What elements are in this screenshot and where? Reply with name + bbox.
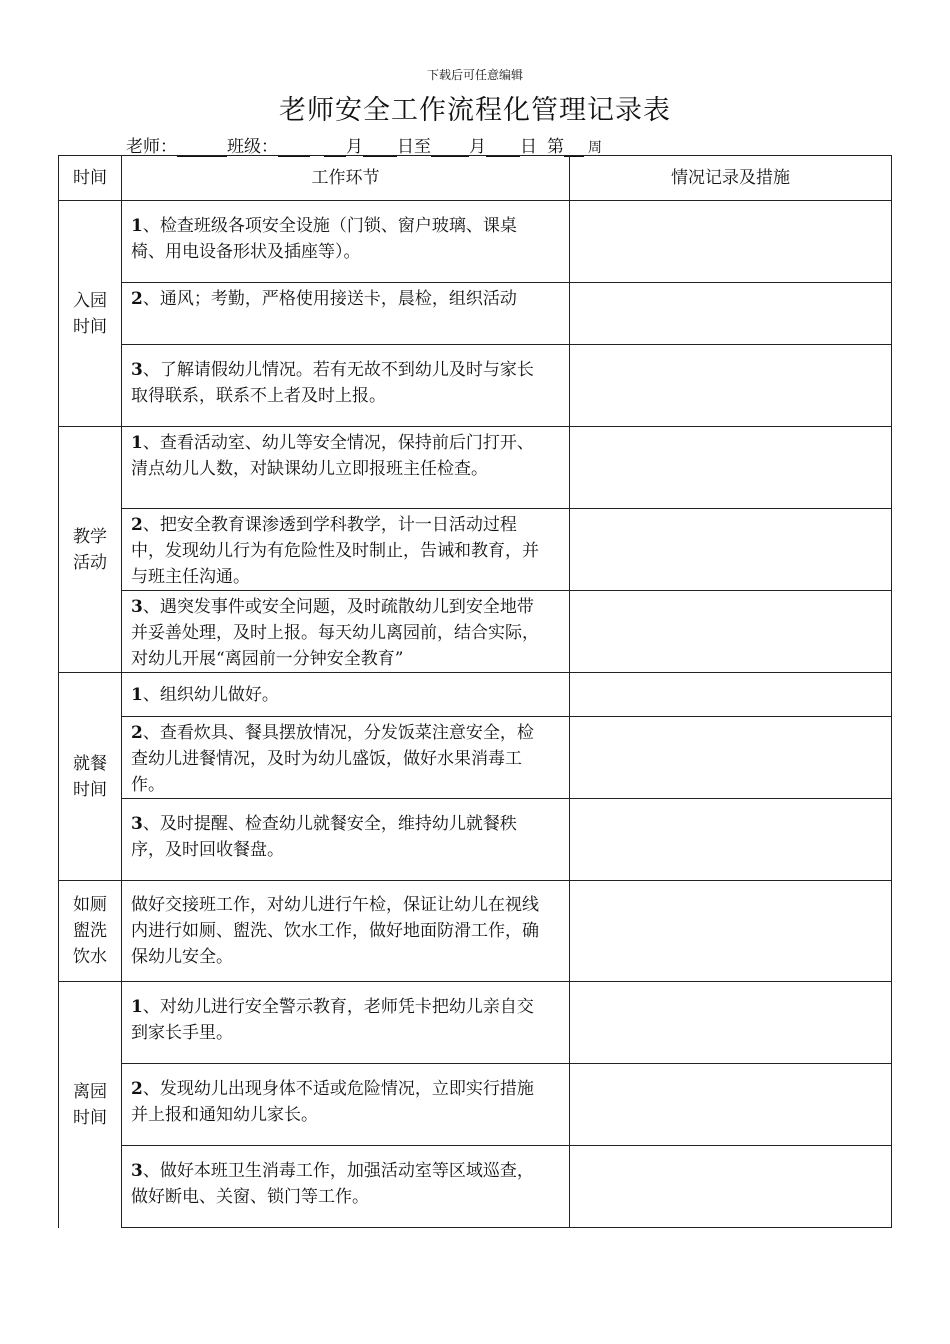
table-row — [59, 1146, 892, 1228]
header-row — [59, 156, 892, 201]
record-cell[interactable] — [570, 201, 892, 283]
table-row — [59, 427, 892, 509]
class-label: 班级： — [227, 137, 278, 157]
task-cell: 2、发现幼儿出现身体不适或危险情况，立即实行措施并上报和通知幼儿家长。 — [122, 1064, 570, 1146]
record-cell[interactable] — [570, 1146, 892, 1228]
info-line — [126, 132, 602, 157]
header-record: 情况记录及措施 — [570, 156, 892, 201]
category-cell: 就餐时间 — [59, 673, 122, 881]
record-cell[interactable] — [570, 283, 892, 345]
table-row — [59, 799, 892, 881]
task-cell: 2、把安全教育课渗透到学科教学，计一日活动过程中，发现幼儿行为有危险性及时制止，告诫和教育，并与班主任沟通。 — [122, 509, 570, 591]
di-label: 第 — [547, 137, 564, 157]
week-label: 周 — [588, 140, 602, 156]
table-row — [59, 591, 892, 673]
record-cell[interactable] — [570, 345, 892, 427]
category-cell: 离园时间 — [59, 982, 122, 1228]
table-row — [59, 881, 892, 982]
record-cell[interactable] — [570, 673, 892, 717]
month-label-2: 月 — [469, 137, 486, 157]
record-cell[interactable] — [570, 717, 892, 799]
record-cell[interactable] — [570, 881, 892, 982]
month-label-1: 月 — [346, 137, 363, 157]
record-table — [58, 155, 892, 1228]
teacher-label: 老师： — [126, 137, 177, 157]
download-note: 下载后可任意编辑 — [426, 68, 523, 82]
day-to-label: 日至 — [397, 137, 431, 157]
category-cell: 入园时间 — [59, 201, 122, 427]
task-cell: 3、及时提醒、检查幼儿就餐安全，维持幼儿就餐秩序，及时回收餐盘。 — [122, 799, 570, 881]
task-cell: 2、通风；考勤，严格使用接送卡，晨检，组织活动 — [122, 283, 570, 345]
task-cell: 1、检查班级各项安全设施（门锁、窗户玻璃、课桌椅、用电设备形状及插座等）。 — [122, 201, 570, 283]
table-row — [59, 673, 892, 717]
task-cell: 1、对幼儿进行安全警示教育，老师凭卡把幼儿亲自交到家长手里。 — [122, 982, 570, 1064]
task-cell: 2、查看炊具、餐具摆放情况，分发饭菜注意安全，检查幼儿进餐情况，及时为幼儿盛饭，做好水果消毒工作。 — [122, 717, 570, 799]
task-cell: 3、做好本班卫生消毒工作，加强活动室等区域巡查，做好断电、关窗、锁门等工作。 — [122, 1146, 570, 1228]
category-cell: 如厕盥洗饮水 — [59, 881, 122, 982]
task-cell: 1、查看活动室、幼儿等安全情况，保持前后门打开、清点幼儿人数，对缺课幼儿立即报班主任检查。 — [122, 427, 570, 509]
task-cell: 3、遇突发事件或安全问题，及时疏散幼儿到安全地带并妥善处理，及时上报。每天幼儿离园前，结合实际，对幼儿开展“离园前一分钟安全教育” — [122, 591, 570, 673]
category-cell: 教学活动 — [59, 427, 122, 673]
task-cell: 1、组织幼儿做好。 — [122, 673, 570, 717]
record-cell[interactable] — [570, 982, 892, 1064]
task-cell: 做好交接班工作，对幼儿进行午检，保证让幼儿在视线内进行如厕、盥洗、饮水工作，做好地面防滑工作，确保幼儿安全。 — [122, 881, 570, 982]
table-row — [59, 345, 892, 427]
page-title: 老师安全工作流程化管理记录表 — [279, 95, 671, 126]
record-cell[interactable] — [570, 427, 892, 509]
day-label: 日 — [520, 137, 537, 157]
table-row — [59, 982, 892, 1064]
table-row — [59, 509, 892, 591]
header-time: 时间 — [59, 156, 122, 201]
table-row — [59, 201, 892, 283]
record-cell[interactable] — [570, 799, 892, 881]
table-row — [59, 283, 892, 345]
task-cell: 3、了解请假幼儿情况。若有无故不到幼儿及时与家长取得联系，联系不上者及时上报。 — [122, 345, 570, 427]
record-cell[interactable] — [570, 591, 892, 673]
table-row — [59, 717, 892, 799]
table-row — [59, 1064, 892, 1146]
record-cell[interactable] — [570, 1064, 892, 1146]
header-task: 工作环节 — [122, 156, 570, 201]
record-cell[interactable] — [570, 509, 892, 591]
